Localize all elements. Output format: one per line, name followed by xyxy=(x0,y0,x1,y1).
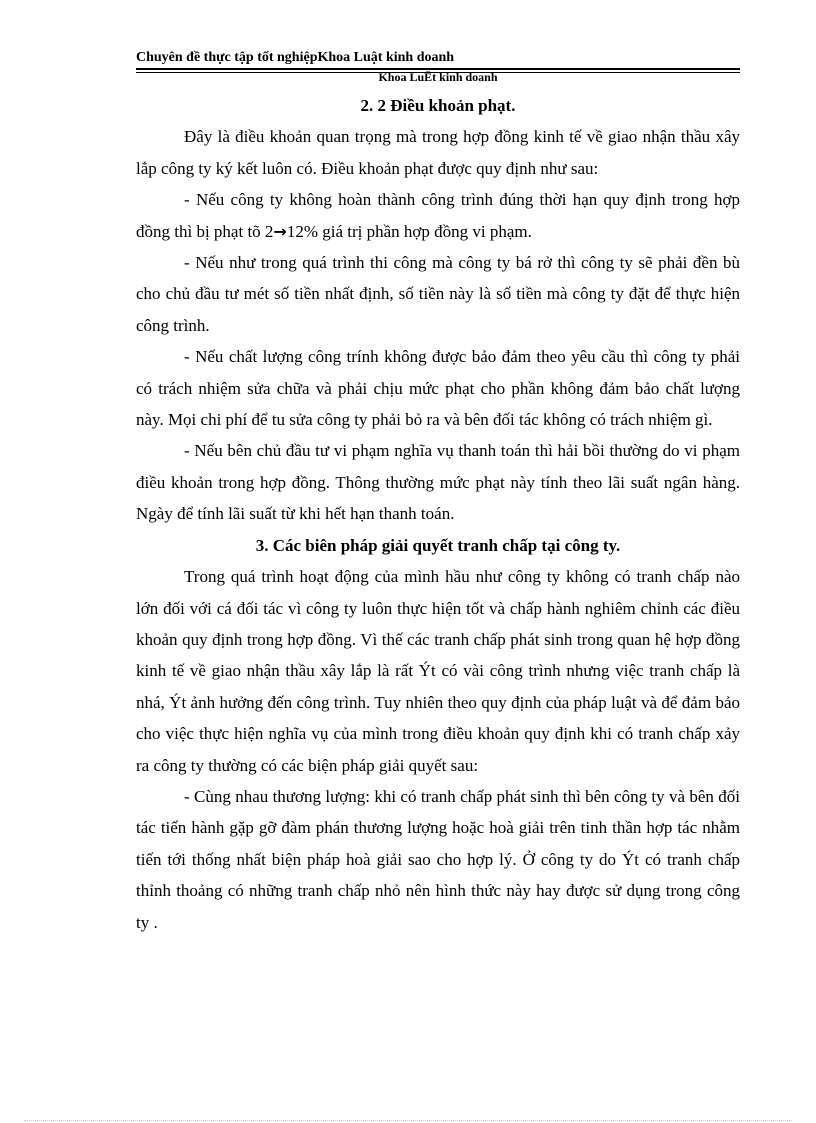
paragraph: Đây là điều khoản quan trọng mà trong hợp đồng kinh tế về giao nhận thầu xây lắp công ty ký kết luôn có. Điều khoản phạt được quy định như sau: xyxy=(136,127,740,178)
paragraph: - Cùng nhau thương lượng: khi có tranh chấp phát sinh thì bên công ty và bên đối tác tiến hành gặp gỡ đàm phán thương lượng hoặc hoà giải trên tinh thần hợp tác nhằm tiến tới thống nhất biện pháp hoà giải sao cho hợp lý. Ở công ty do Ýt có tranh chấp thỉnh thoảng có những tranh chấp nhỏ nên hình thức này hay được sử dụng trong công ty . xyxy=(136,786,740,932)
section-heading-3: 3. Các biên pháp giải quyết tranh chấp tại công ty. xyxy=(255,535,621,555)
paragraph: - Nếu như trong quá trình thi công mà công ty bá rở thì công ty sẽ phải đền bù cho chủ đầu tư mét số tiền nhất định, số tiền này là số tiền mà công ty đặt để thực hiện công trình. xyxy=(136,253,740,335)
header-subtitle: Khoa LuËt kinh doanh xyxy=(378,70,498,84)
paragraph: - Nếu chất lượng công trính không được bảo đảm theo yêu cầu thì công ty phải có trách nhiệm sửa chữa và phải chịu mức phạt cho phần không đảm bảo chất lượng này. Mọi chi phí để tu sửa công ty phải bỏ ra và bên đối tác không có trách nhiệm gì. xyxy=(136,347,740,430)
text-run: - Nếu công ty không hoàn thành công trình đúng thời hạn quy định trong hợp đồng thì bị phạt tõ 2 xyxy=(136,190,740,241)
page-bottom-divider xyxy=(24,1120,792,1121)
paragraph-penalty-deadline xyxy=(136,184,740,247)
paragraph: Trong quá trình hoạt động của mình hầu như công ty không có tranh chấp nào lớn đối với cá đối tác vì công ty luôn thực hiện tốt và chấp hành nghiêm chỉnh các điều khoản quy định trong hợp đồng. Vì thế các tranh chấp phát sinh trong quan hệ hợp đồng kinh tế về giao nhận thầu xây lắp là rất Ýt có vài công trình nhưng việc tranh chấp là nhá, Ýt ảnh hưởng đến công trình. Tuy nhiên theo quy định của pháp luật và để đảm bảo cho việc thực hiện nghĩa vụ của mình trong điều khoản quy định khi có tranh chấp xảy ra công ty thường có các biện pháp giải quyết sau: xyxy=(136,567,740,775)
arrow-right-icon: → xyxy=(273,221,287,241)
text-run: 12% giá trị phần hợp đồng vi phạm. xyxy=(286,221,532,241)
header-title: Chuyên đề thực tập tốt nghiệpKhoa Luật kinh doanh xyxy=(136,50,455,65)
page-header xyxy=(136,50,740,84)
document-body xyxy=(136,90,740,938)
paragraph: - Nếu bên chủ đầu tư vi phạm nghĩa vụ thanh toán thì hải bồi thường do vi phạm điều khoản trong hợp đồng. Thông thường mức phạt này tính theo lãi suất ngân hàng. Ngày để tính lãi suất từ khi hết hạn thanh toán. xyxy=(136,441,740,524)
section-heading-2-2: 2. 2 Điều khoản phạt. xyxy=(360,96,516,115)
